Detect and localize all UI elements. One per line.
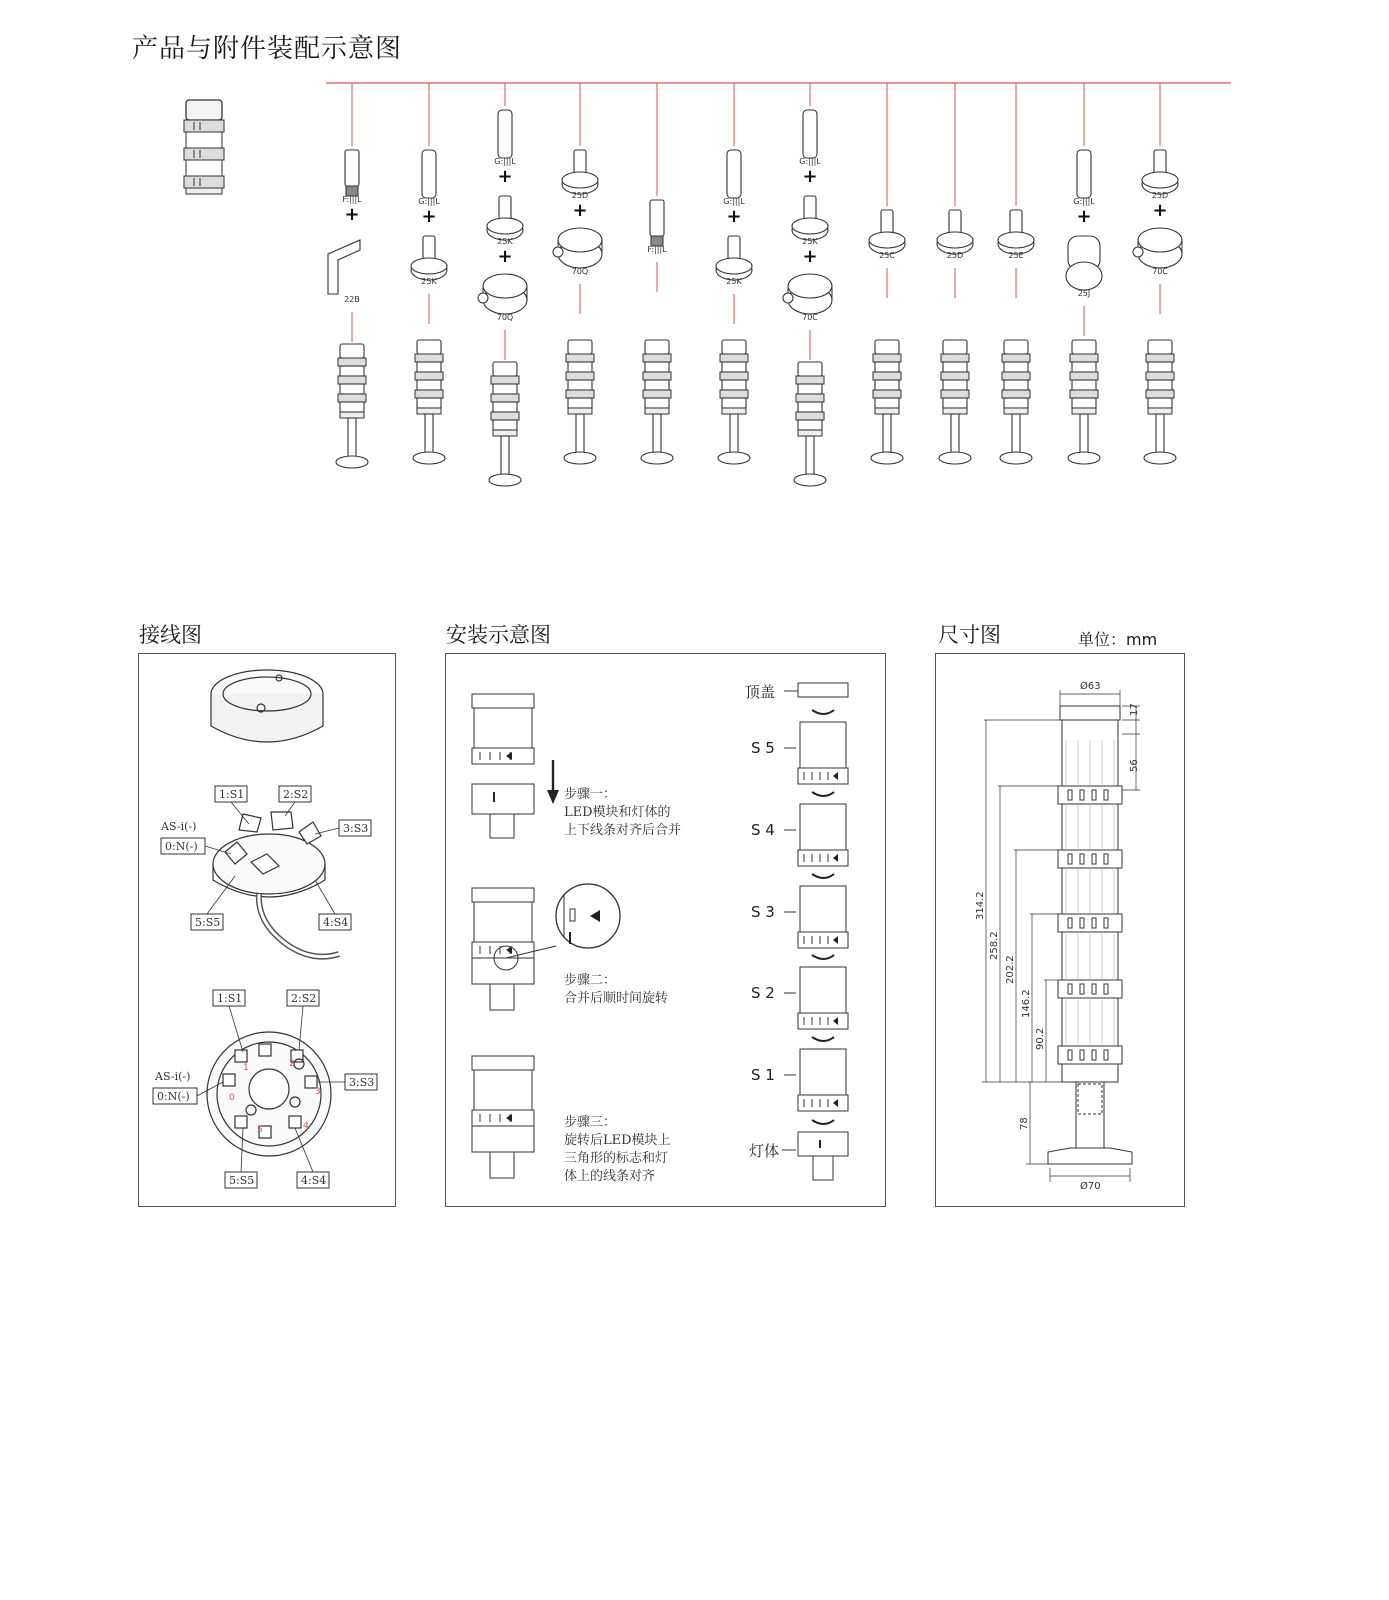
part-label-c3-2: 70Q: [496, 313, 514, 322]
step3-line1: 旋转后LED模块上: [564, 1133, 671, 1148]
stack-label-s3: S 3: [751, 903, 775, 921]
part-label-c7-1: 25K: [802, 237, 818, 246]
plus-sign: +: [572, 200, 588, 221]
assembly-column-c7: [783, 83, 832, 486]
part-label-c7-0: G:|||L: [799, 157, 821, 166]
install-panel: [445, 653, 886, 1207]
dim-base-h: 78: [1019, 1117, 1030, 1130]
part-label-c12-0: 25D: [1151, 191, 1169, 200]
module-stack-preview: [184, 100, 224, 194]
svg-text:1: 1: [243, 1063, 249, 1073]
part-label-c11-1: 25J: [1077, 289, 1091, 298]
install-exploded-stack: [782, 683, 848, 1180]
assembly-column-c3: [478, 83, 527, 486]
part-label-c1-0: F:|||L: [342, 195, 362, 204]
plus-sign: +: [1076, 206, 1092, 227]
part-label-c6-0: G:|||L: [723, 197, 745, 206]
step2-line1: 合并后顺时间旋转: [564, 991, 669, 1006]
plus-sign: +: [497, 166, 513, 187]
install-step2-figure: [472, 888, 534, 1010]
step1-line2: 上下线条对齐后合并: [564, 823, 682, 838]
dim-h1: 314.2: [975, 891, 986, 920]
svg-text:5: 5: [257, 1125, 263, 1135]
part-label-c3-1: 25K: [497, 237, 513, 246]
plus-sign: +: [802, 166, 818, 187]
part-label-c1-1: 22B: [344, 295, 360, 304]
assembly-column-c1: [328, 83, 368, 468]
part-label-c3-0: G:|||L: [494, 157, 516, 166]
part-label-c4-1: 70Q: [571, 267, 589, 276]
step3-text: [564, 1114, 671, 1186]
wire2-label-s4: 4:S4: [301, 1174, 327, 1187]
part-label-c12-1: 70C: [1152, 267, 1168, 276]
part-label-c6-1: 25K: [726, 277, 742, 286]
dim-h2: 258.2: [989, 931, 1000, 960]
wire2-label-s3: 3:S3: [349, 1076, 375, 1089]
dimension-title: 尺寸图: [938, 623, 1001, 647]
assembly-column-c10: [998, 83, 1034, 464]
svg-text:3: 3: [315, 1087, 321, 1097]
dim-mod-h: 56: [1129, 759, 1140, 772]
part-label-c4-0: 25D: [571, 191, 589, 200]
step3-line2: 三角形的标志和灯: [564, 1151, 669, 1166]
assembly-column-c6: [716, 83, 752, 464]
plus-sign: +: [1152, 200, 1168, 221]
wire-label-s1: 1:S1: [219, 788, 245, 801]
assembly-diagram: [0, 70, 1389, 550]
wire2-label-s1: 1:S1: [217, 992, 243, 1005]
stack-label-top: 顶盖: [745, 683, 776, 701]
assembly-column-c12: [1133, 83, 1182, 464]
plus-sign: +: [344, 204, 360, 225]
dim-cap-h: 17: [1129, 703, 1140, 716]
zoom-circle: [556, 884, 620, 948]
svg-text:2: 2: [289, 1059, 295, 1069]
part-label-c10-0: 25E: [1008, 251, 1024, 260]
assembly-column-c5: [641, 83, 673, 464]
part-label-c11-0: G:|||L: [1073, 197, 1095, 206]
assembly-column-c2: [411, 83, 447, 464]
wire-label-n: 0:N(-): [165, 840, 198, 853]
install-step1-figure: [472, 694, 534, 838]
stack-label-s4: S 4: [751, 821, 775, 839]
dim-base-dia: Ø70: [1080, 1181, 1101, 1192]
wire2-label-asi: AS-i(-): [155, 1070, 191, 1083]
wire-label-s2: 2:S2: [283, 788, 309, 801]
part-label-c2-0: G:|||L: [418, 197, 440, 206]
wire2-label-s2: 2:S2: [291, 992, 317, 1005]
wire-label-s4: 4:S4: [323, 916, 349, 929]
step2-text: [564, 972, 668, 1008]
plus-sign: +: [726, 206, 742, 227]
dim-h4: 146.2: [1021, 989, 1032, 1018]
svg-text:0: 0: [229, 1093, 235, 1103]
plus-sign: +: [421, 206, 437, 227]
wire2-label-n: 0:N(-): [157, 1090, 190, 1103]
plus-sign: +: [497, 246, 513, 267]
page-title: 产品与附件装配示意图: [132, 34, 403, 64]
wire-label-asi: AS-i(-): [161, 820, 197, 833]
assembly-column-c11: [1066, 83, 1102, 464]
wiring-base: [213, 812, 339, 957]
stack-label-s1: S 1: [751, 1066, 775, 1084]
step3-title: 步骤三：: [564, 1115, 617, 1130]
wiring-panel: [138, 653, 396, 1207]
wire2-label-s5: 5:S5: [229, 1174, 255, 1187]
assembly-column-c4: [553, 83, 602, 464]
step3-line3: 体上的线条对齐: [564, 1169, 656, 1184]
wiring-diagram: [139, 654, 395, 1206]
dim-top-dia: Ø63: [1080, 681, 1101, 692]
install-title: 安装示意图: [446, 623, 551, 647]
dimension-panel: [935, 653, 1185, 1207]
step1-title: 步骤一：: [564, 787, 617, 802]
part-label-c5-0: F:|||L: [647, 245, 667, 254]
part-label-c8-0: 25C: [879, 251, 895, 260]
part-label-c7-2: 70C: [802, 313, 818, 322]
stack-label-s5: S 5: [751, 739, 775, 757]
wire-label-s3: 3:S3: [343, 822, 369, 835]
assembly-column-c9: [937, 83, 973, 464]
part-label-c2-1: 25K: [421, 277, 437, 286]
plus-sign: +: [802, 246, 818, 267]
wiring-topview: [207, 1032, 331, 1156]
dim-h3: 202.2: [1005, 955, 1016, 984]
wiring-title: 接线图: [139, 623, 202, 647]
svg-text:4: 4: [303, 1121, 309, 1131]
stack-label-s2: S 2: [751, 984, 775, 1002]
step2-title: 步骤二：: [564, 973, 617, 988]
dimension-drawing: [936, 654, 1184, 1206]
wiring-cap: [211, 670, 323, 742]
install-step3-figure: [472, 1056, 534, 1178]
step1-line1: LED模块和灯体的: [564, 805, 671, 820]
assembly-column-c8: [869, 83, 905, 464]
step1-text: [564, 786, 681, 840]
dim-h5: 90.2: [1035, 1027, 1046, 1050]
stack-label-body: 灯体: [749, 1142, 780, 1160]
part-label-c9-0: 25D: [946, 251, 964, 260]
wire-label-s5: 5:S5: [195, 916, 221, 929]
unit-label: 单位：mm: [1078, 630, 1158, 649]
